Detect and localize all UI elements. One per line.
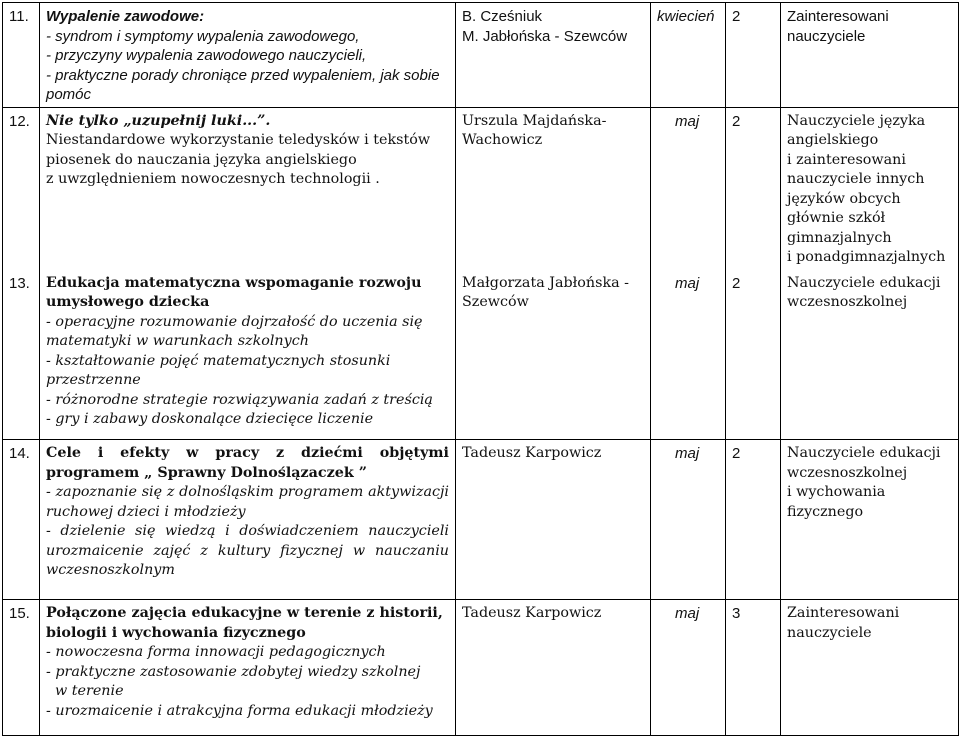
lead-cell [456,3,651,108]
audience-cell [781,107,959,270]
hours-cell: 2 [726,107,781,270]
audience-line: Zainteresowani [787,605,900,621]
lead-name: M. Jabłońska - Szewców [462,27,628,45]
topic-line: z uwzględnieniem nowoczesnych technologii . [46,171,380,187]
lead-cell [456,107,651,270]
audience-line: i ponadgimnazjalnych [787,249,946,265]
audience-line: angielskiego [787,132,879,148]
audience-line: głównie szkół [787,210,886,226]
topic-line: - praktyczne zastosowanie zdobytej wiedzy szkolnej [46,663,421,680]
audience-line: Nauczyciele edukacji [787,274,941,291]
topic-line: - praktyczne porady chroniące przed wypaleniem, jak sobie pomóc [46,66,440,103]
training-schedule-table [2,2,959,736]
lead-name: Tadeusz Karpowicz [462,605,602,621]
audience-line: Nauczyciele języka [787,112,926,129]
hours-cell: 2 [726,270,781,440]
table-row [3,107,959,270]
topic-cell [40,440,456,600]
topic-line: w terenie [55,683,124,699]
audience-line: i zainteresowani [787,151,906,168]
topic-title: Połączone zajęcia edukacyjne w terenie z historii, biologii i wychowania fizycznego [46,605,443,641]
month-cell: maj [651,440,726,600]
topic-line: - nowoczesna forma innowacji pedagogicznych [46,644,386,660]
table-row [3,270,959,440]
audience-line: języków obcych [787,190,901,207]
topic-line: - różnorodne strategie rozwiązywania zadań z treścią [46,391,433,408]
month-cell: maj [651,270,726,440]
audience-cell [781,270,959,440]
lead-cell [456,270,651,440]
audience-line: Zainteresowani [787,8,889,25]
hours-cell: 2 [726,3,781,108]
topic-title: Wypalenie zawodowe: [46,8,205,25]
topic-title: Cele i efekty w pracy z dziećmi objętymi programem „ Sprawny Dolnoślązaczek ” [46,445,449,481]
topic-cell [40,600,456,736]
lead-name: Tadeusz Karpowicz [462,445,602,461]
row-number: 11. [3,3,40,108]
lead-name: Szewców [462,294,529,310]
topic-line: - dzielenie się wiedzą i doświadczeniem nauczycieli urozmaicenie zajęć z kultury fizycznej w nauczaniu wczesnoszkolnym [46,523,449,578]
hours-cell: 3 [726,600,781,736]
topic-line: - zapoznanie się z dolnośląskim programem aktywizacji ruchowej dzieci i młodzieży [46,484,449,520]
audience-line: fizycznego [787,503,864,520]
month-cell: kwiecień [651,3,726,108]
hours-cell: 2 [726,440,781,600]
table-row [3,600,959,736]
audience-line: nauczyciele [787,624,872,641]
lead-name: B. Cześniuk [462,8,543,25]
row-number: 14. [3,440,40,600]
topic-line: - gry i zabawy doskonalące dziecięce liczenie [46,411,374,427]
lead-name: Urszula Majdańska- [462,112,607,129]
audience-line: gimnazjalnych [787,229,892,246]
topic-line: - kształtowanie pojęć matematycznych stosunki przestrzenne [46,352,391,388]
audience-line: i wychowania [787,484,886,500]
topic-line: - operacyjne rozumowanie dojrzałość do uczenia się matematyki w warunkach szkolnych [46,313,423,349]
table-row [3,440,959,600]
audience-line: nauczyciele [787,27,866,45]
table-row [3,3,959,108]
topic-cell [40,270,456,440]
topic-title: Edukacja matematyczna wspomaganie rozwoju umysłowego dziecka [46,274,422,310]
row-number: 15. [3,600,40,736]
audience-line: nauczyciele innych [787,171,925,187]
topic-cell [40,107,456,270]
lead-name: Wachowicz [462,132,543,148]
topic-line: - urozmaicenie i atrakcyjna forma edukacji młodzieży [46,702,433,719]
topic-line: - syndrom i symptomy wypalenia zawodowego, [46,27,360,45]
audience-line: wczesnoszkolnej [787,294,908,310]
audience-cell [781,440,959,600]
audience-line: wczesnoszkolnej [787,464,908,481]
audience-line: Nauczyciele edukacji [787,445,941,461]
topic-title: Nie tylko „uzupełnij luki...”. [46,112,271,129]
month-cell: maj [651,600,726,736]
lead-name: Małgorzata Jabłońska - [462,274,630,291]
month-cell: maj [651,107,726,270]
audience-cell [781,3,959,108]
audience-cell [781,600,959,736]
lead-cell [456,440,651,600]
topic-cell [40,3,456,108]
lead-cell [456,600,651,736]
topic-line: Niestandardowe wykorzystanie teledysków i tekstów piosenek do nauczania języka angielskiego [46,132,431,168]
topic-line: - przyczyny wypalenia zawodowego nauczycieli, [46,47,367,64]
row-number: 13. [3,270,40,440]
row-number: 12. [3,107,40,270]
